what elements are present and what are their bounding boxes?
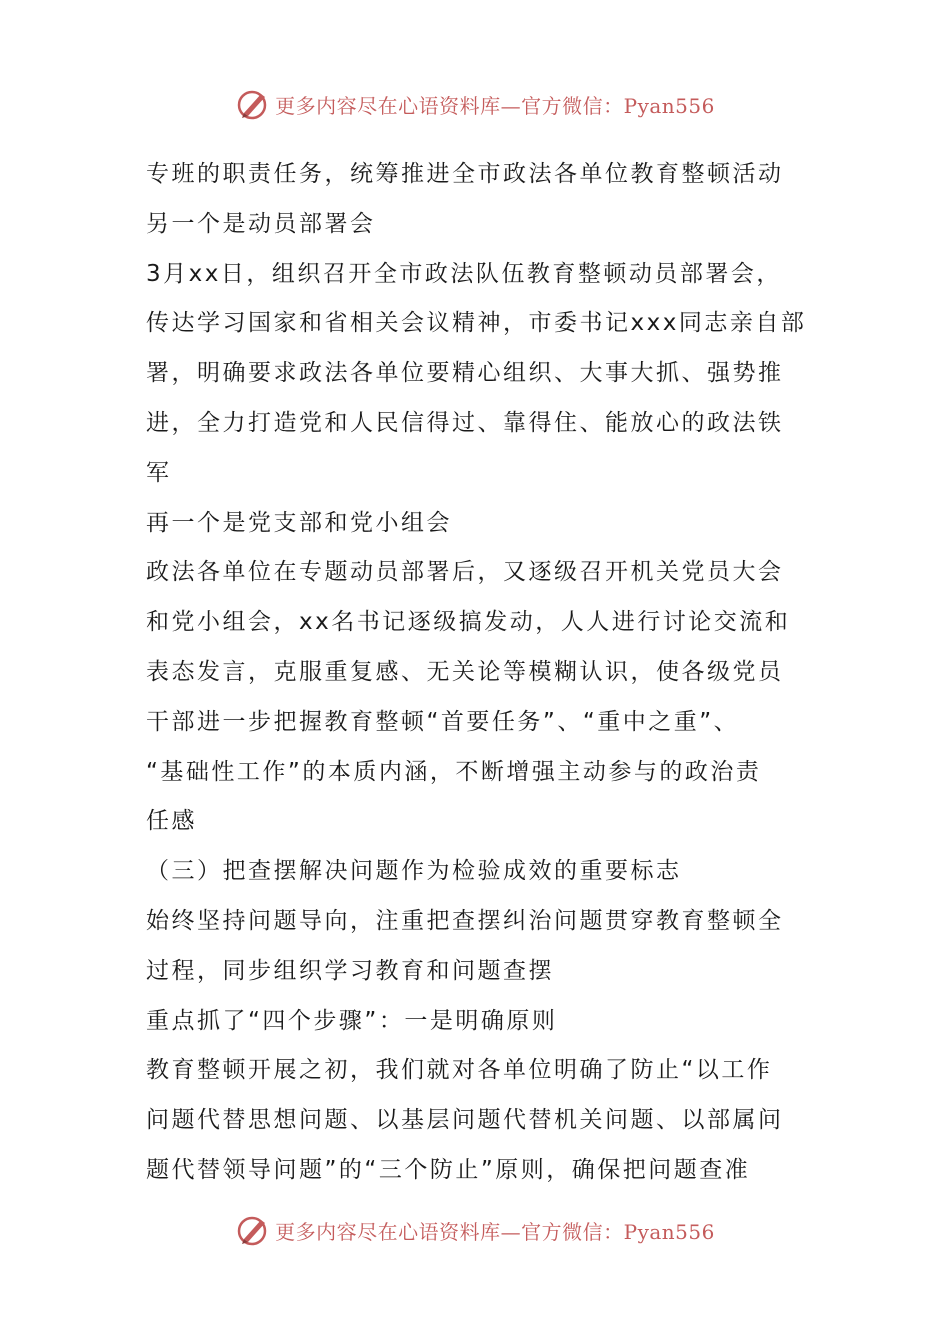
text-line: （三）把查摆解决问题作为检验成效的重要标志 (146, 858, 682, 885)
text-line: 3月xx日，组织召开全市政法队伍教育整顿动员部署会， (146, 260, 782, 287)
text-line: 专班的职责任务，统筹推进全市政法各单位教育整顿活动 (146, 161, 784, 187)
text-line: 教育整顿开展之初，我们就对各单位明确了防止“以工作 (146, 1057, 773, 1084)
watermark-inner (235, 86, 715, 122)
text-line: 问题代替思想问题、以基层问题代替机关问题、以部属问 (146, 1107, 784, 1134)
text-line: 干部进一步把握教育整顿“首要任务”、“重中之重”、 (146, 708, 740, 735)
text-line: 另一个是动员部署会 (146, 210, 376, 237)
text-line: 重点抓了“四个步骤”：一是明确原则 (146, 1007, 558, 1034)
pen-circle-icon (235, 86, 271, 122)
text-line: 任感 (146, 808, 197, 835)
watermark-text: 更多内容尽在心语资料库—官方微信：Pyan556 (275, 93, 715, 118)
text-line: 题代替领导问题”的“三个防止”原则，确保把问题查准 (146, 1156, 751, 1183)
text-line: 进，全力打造党和人民信得过、靠得住、能放心的政法铁 (146, 409, 784, 436)
text-line: 传达学习国家和省相关会议精神，市委书记xxx同志亲自部 (146, 310, 806, 337)
text-line: 表态发言，克服重复感、无关论等模糊认识，使各级党员 (146, 658, 784, 685)
text-line: 过程，同步组织学习教育和问题查摆 (146, 957, 554, 984)
text-line: 署，明确要求政法各单位要精心组织、大事大抓、强势推 (146, 360, 784, 387)
text-line: 再一个是党支部和党小组会 (146, 509, 452, 536)
text-line: 和党小组会，xx名书记逐级搞发动，人人进行讨论交流和 (146, 609, 791, 636)
header-watermark (0, 84, 950, 124)
text-line: 始终坚持问题导向，注重把查摆纠治问题贯穿教育整顿全 (146, 907, 784, 934)
watermark-inner (235, 1212, 715, 1248)
text-line: 军 (146, 459, 172, 486)
watermark-text: 更多内容尽在心语资料库—官方微信：Pyan556 (275, 1219, 715, 1244)
footer-watermark (0, 1210, 950, 1250)
pen-circle-icon (235, 1212, 271, 1248)
body-text (146, 150, 806, 1196)
text-line: “基础性工作”的本质内涵，不断增强主动参与的政治责 (146, 758, 762, 785)
text-line: 政法各单位在专题动员部署后，又逐级召开机关党员大会 (146, 559, 784, 586)
